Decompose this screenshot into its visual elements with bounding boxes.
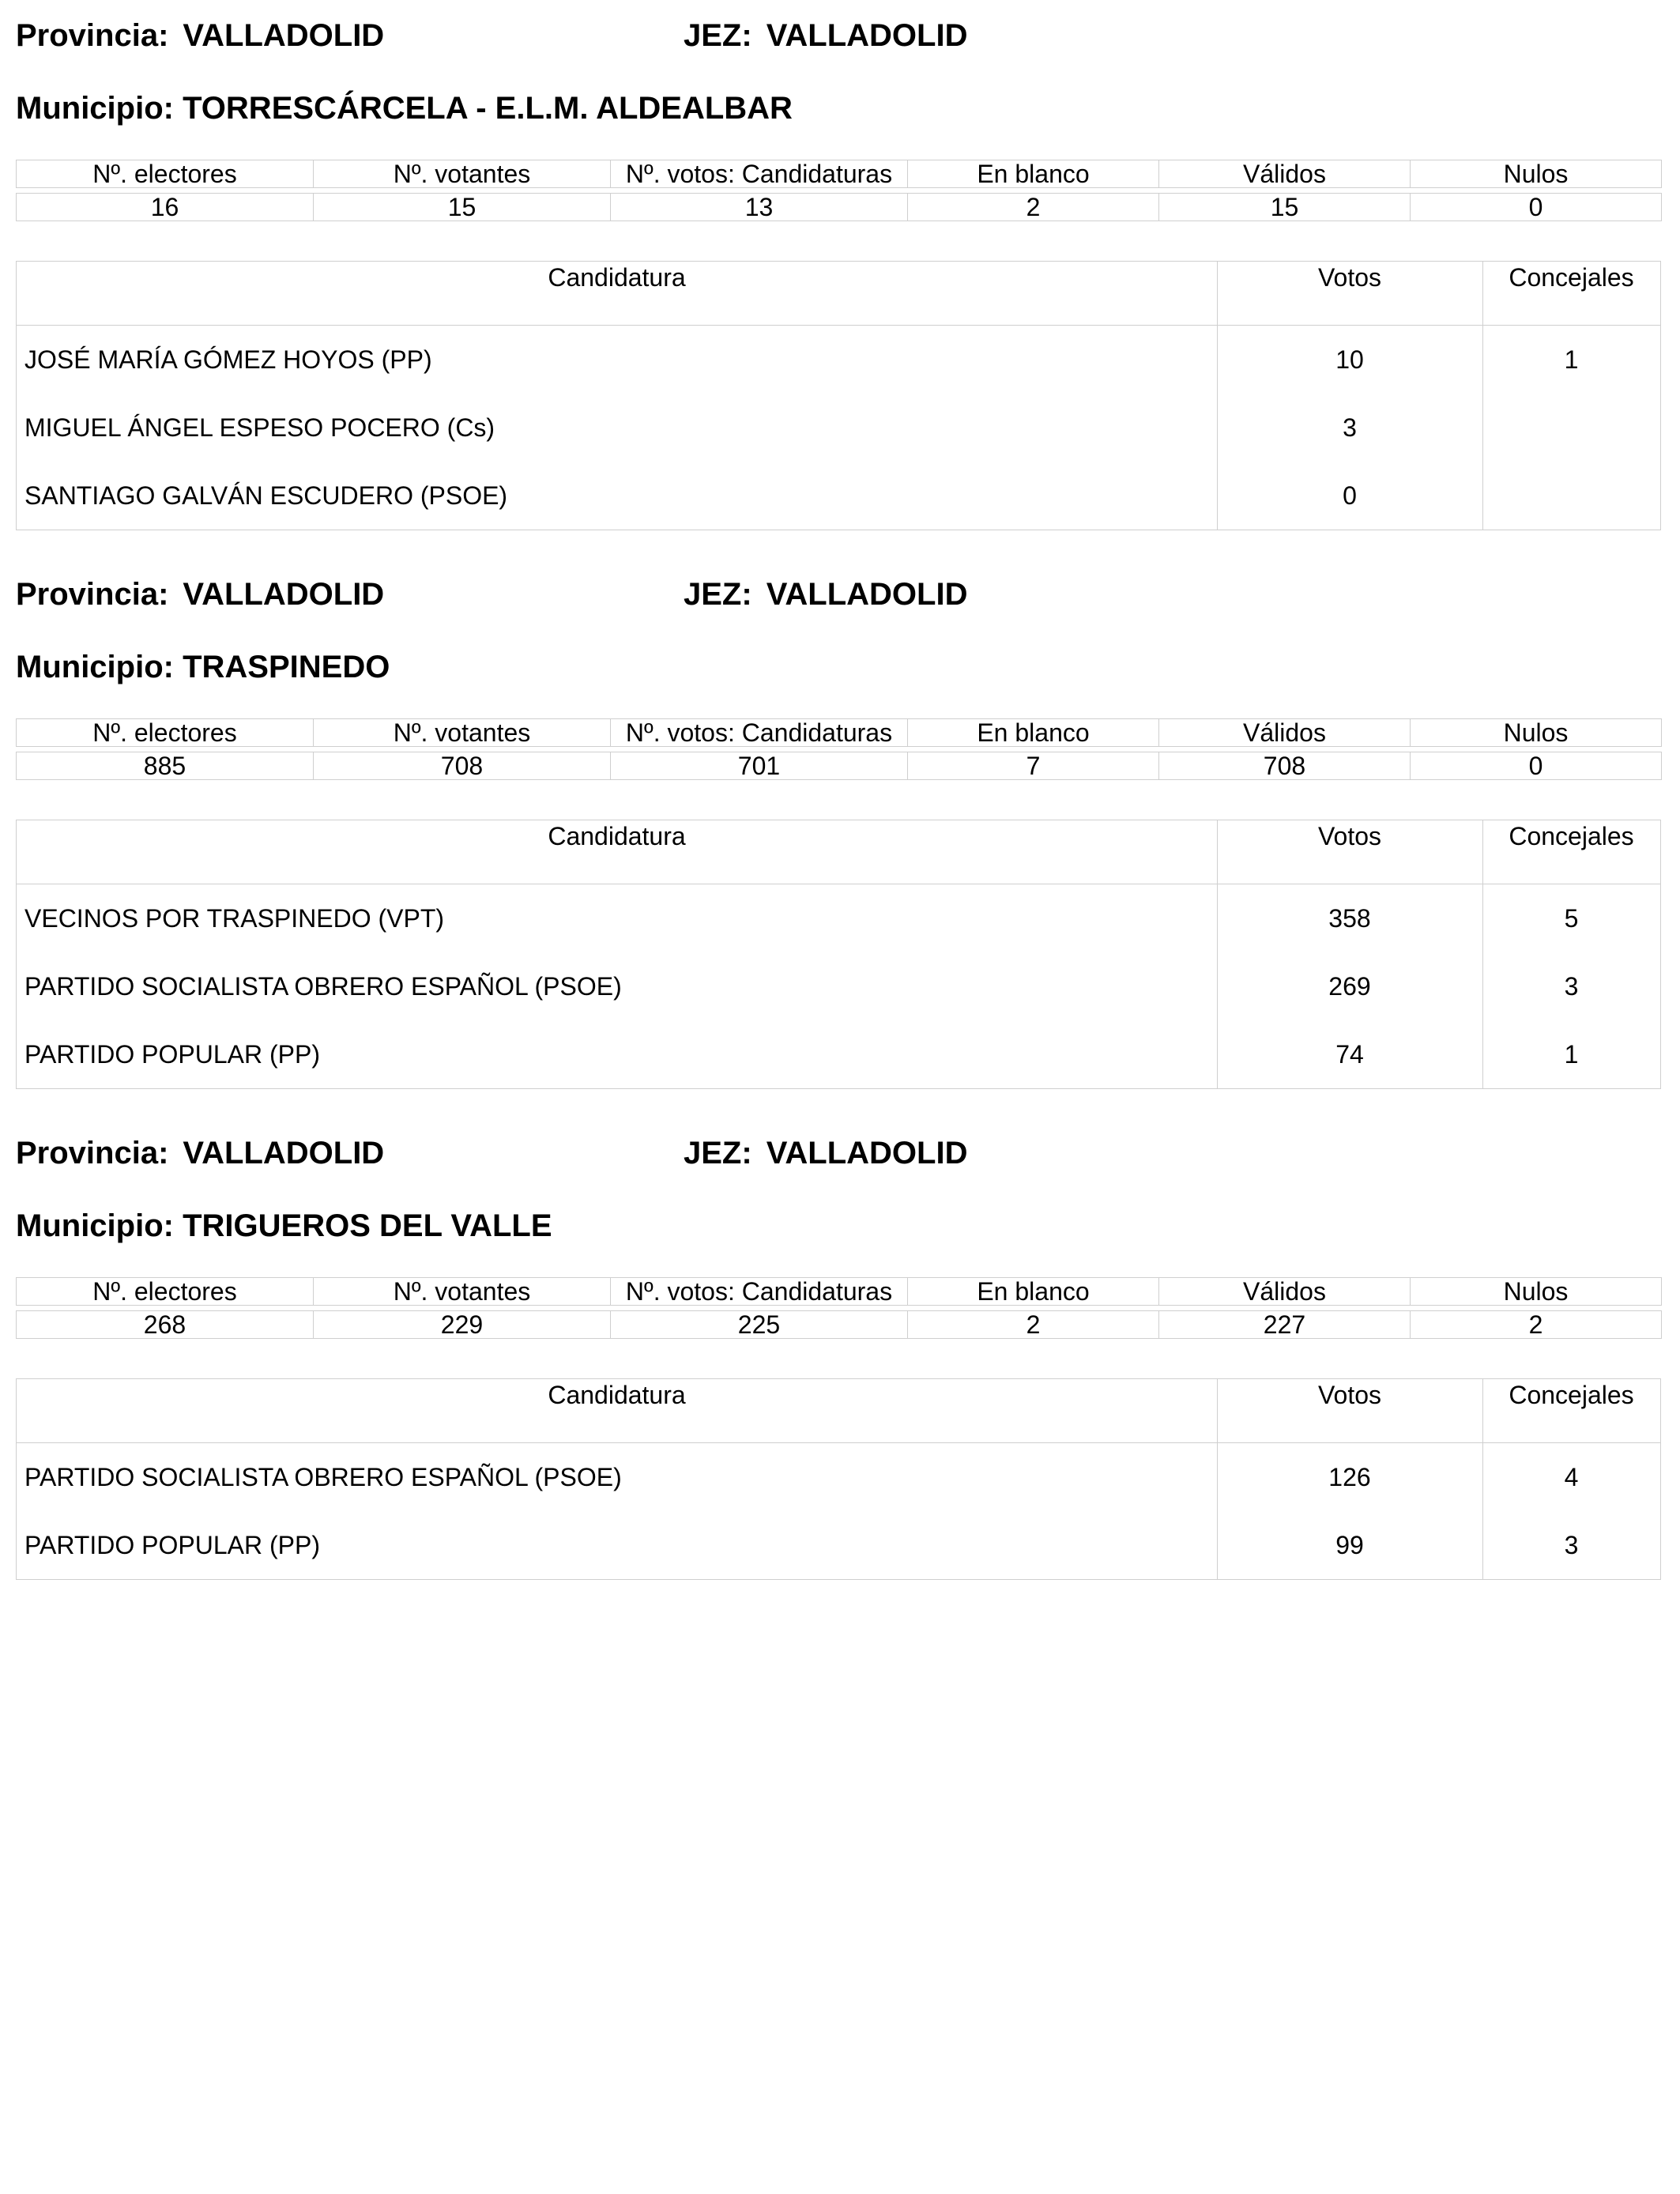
header-electores: Nº. electores — [17, 1278, 314, 1306]
value-votantes: 229 — [314, 1311, 611, 1339]
header-votantes: Nº. votantes — [314, 719, 611, 747]
header-votos-candidaturas: Nº. votos: Candidaturas — [611, 719, 908, 747]
header-electores: Nº. electores — [17, 719, 314, 747]
municipio-value: TORRESCÁRCELA - E.L.M. ALDEALBAR — [183, 91, 793, 126]
jez-value: VALLADOLID — [766, 1136, 968, 1171]
value-votos-candidaturas: 13 — [611, 194, 908, 221]
candidate-seats — [1482, 394, 1660, 462]
candidate-row — [17, 1020, 1660, 1088]
header-votos-candidaturas: Nº. votos: Candidaturas — [611, 1278, 908, 1306]
value-votantes: 15 — [314, 194, 611, 221]
municipio-line — [16, 89, 793, 128]
provincia-label: Provincia: — [16, 577, 169, 612]
candidate-votes: 358 — [1328, 904, 1371, 933]
value-en-blanco: 2 — [908, 194, 1159, 221]
candidates-header — [17, 262, 1660, 326]
candidate-name: MIGUEL ÁNGEL ESPESO POCERO (Cs) — [24, 413, 495, 442]
candidate-row — [17, 1443, 1660, 1511]
value-electores: 885 — [17, 752, 314, 780]
provincia-line — [16, 1133, 384, 1173]
value-electores: 16 — [17, 194, 314, 221]
jez-label: JEZ: — [684, 18, 752, 53]
municipio-value: TRIGUEROS DEL VALLE — [183, 1208, 552, 1243]
summary-table — [16, 160, 1662, 221]
candidate-row — [17, 394, 1660, 462]
candidate-votes: 126 — [1328, 1463, 1371, 1491]
header-votos: Votos — [1317, 822, 1382, 850]
candidate-seats — [1482, 462, 1660, 530]
header-votos-candidaturas: Nº. votos: Candidaturas — [611, 160, 908, 188]
value-nulos: 0 — [1411, 194, 1662, 221]
summary-table — [16, 1277, 1662, 1339]
header-nulos: Nulos — [1411, 1278, 1662, 1306]
summary-value-row — [17, 194, 1662, 221]
municipio-line — [16, 647, 390, 687]
candidate-seats: 5 — [1564, 904, 1579, 933]
header-concejales: Concejales — [1509, 1381, 1634, 1409]
candidate-name: PARTIDO POPULAR (PP) — [24, 1531, 320, 1559]
value-nulos: 0 — [1411, 752, 1662, 780]
value-validos: 227 — [1159, 1311, 1411, 1339]
summary-gap — [17, 747, 1662, 752]
value-validos: 708 — [1159, 752, 1411, 780]
summary-header-row — [17, 1278, 1662, 1306]
value-votos-candidaturas: 225 — [611, 1311, 908, 1339]
header-concejales: Concejales — [1509, 263, 1634, 292]
value-electores: 268 — [17, 1311, 314, 1339]
candidate-votes: 3 — [1343, 413, 1357, 442]
provincia-line — [16, 16, 384, 55]
summary-header-row — [17, 160, 1662, 188]
municipality-section — [16, 575, 1661, 1096]
header-electores: Nº. electores — [17, 160, 314, 188]
provincia-line — [16, 575, 384, 614]
candidates-table — [16, 261, 1661, 530]
provincia-value: VALLADOLID — [183, 1136, 385, 1171]
summary-value-row — [17, 752, 1662, 780]
candidate-row — [17, 884, 1660, 952]
candidate-name: PARTIDO SOCIALISTA OBRERO ESPAÑOL (PSOE) — [24, 1463, 622, 1491]
summary-gap — [17, 188, 1662, 194]
jez-value: VALLADOLID — [766, 577, 968, 612]
candidate-votes: 10 — [1335, 345, 1364, 374]
candidate-seats: 3 — [1564, 1531, 1579, 1559]
candidate-votes: 0 — [1343, 481, 1357, 510]
municipio-label: Municipio: — [16, 650, 174, 684]
candidate-seats: 4 — [1564, 1463, 1579, 1491]
header-en-blanco: En blanco — [908, 1278, 1159, 1306]
summary-gap — [17, 1306, 1662, 1311]
municipio-label: Municipio: — [16, 1208, 174, 1243]
municipio-label: Municipio: — [16, 91, 174, 126]
jez-line — [684, 16, 967, 55]
municipality-section — [16, 1133, 1661, 1592]
header-votantes: Nº. votantes — [314, 160, 611, 188]
header-validos: Válidos — [1159, 1278, 1411, 1306]
header-concejales: Concejales — [1509, 822, 1634, 850]
candidate-seats: 3 — [1564, 972, 1579, 1001]
header-candidatura: Candidatura — [548, 1381, 686, 1409]
value-validos: 15 — [1159, 194, 1411, 221]
header-nulos: Nulos — [1411, 719, 1662, 747]
candidate-row — [17, 326, 1660, 394]
candidate-row — [17, 462, 1660, 530]
header-en-blanco: En blanco — [908, 160, 1159, 188]
candidate-row — [17, 952, 1660, 1020]
jez-label: JEZ: — [684, 577, 752, 612]
jez-label: JEZ: — [684, 1136, 752, 1171]
summary-table — [16, 718, 1662, 780]
candidate-seats: 1 — [1564, 345, 1579, 374]
municipality-section — [16, 16, 1661, 537]
provincia-label: Provincia: — [16, 18, 169, 53]
candidates-header — [17, 1379, 1660, 1443]
candidate-votes: 99 — [1335, 1531, 1364, 1559]
candidate-row — [17, 1511, 1660, 1579]
municipio-value: TRASPINEDO — [183, 650, 390, 684]
candidates-table — [16, 1378, 1661, 1580]
value-votos-candidaturas: 701 — [611, 752, 908, 780]
municipio-line — [16, 1206, 552, 1246]
summary-value-row — [17, 1311, 1662, 1339]
value-en-blanco: 7 — [908, 752, 1159, 780]
candidates-header — [17, 820, 1660, 884]
candidate-name: PARTIDO POPULAR (PP) — [24, 1040, 320, 1069]
header-nulos: Nulos — [1411, 160, 1662, 188]
value-votantes: 708 — [314, 752, 611, 780]
header-votantes: Nº. votantes — [314, 1278, 611, 1306]
header-validos: Válidos — [1159, 160, 1411, 188]
jez-value: VALLADOLID — [766, 18, 968, 53]
header-validos: Válidos — [1159, 719, 1411, 747]
candidate-name: SANTIAGO GALVÁN ESCUDERO (PSOE) — [24, 481, 508, 510]
summary-header-row — [17, 719, 1662, 747]
value-en-blanco: 2 — [908, 1311, 1159, 1339]
header-votos: Votos — [1317, 1381, 1382, 1409]
candidate-name: VECINOS POR TRASPINEDO (VPT) — [24, 904, 445, 933]
header-en-blanco: En blanco — [908, 719, 1159, 747]
header-votos: Votos — [1317, 263, 1382, 292]
candidate-name: JOSÉ MARÍA GÓMEZ HOYOS (PP) — [24, 345, 432, 374]
header-candidatura: Candidatura — [548, 822, 686, 850]
header-candidatura: Candidatura — [548, 263, 686, 292]
candidate-votes: 74 — [1335, 1040, 1364, 1069]
candidate-votes: 269 — [1328, 972, 1371, 1001]
jez-line — [684, 575, 967, 614]
provincia-value: VALLADOLID — [183, 577, 385, 612]
candidates-table — [16, 820, 1661, 1089]
jez-line — [684, 1133, 967, 1173]
provincia-label: Provincia: — [16, 1136, 169, 1171]
value-nulos: 2 — [1411, 1311, 1662, 1339]
candidate-name: PARTIDO SOCIALISTA OBRERO ESPAÑOL (PSOE) — [24, 972, 622, 1001]
provincia-value: VALLADOLID — [183, 18, 385, 53]
candidate-seats: 1 — [1564, 1040, 1579, 1069]
